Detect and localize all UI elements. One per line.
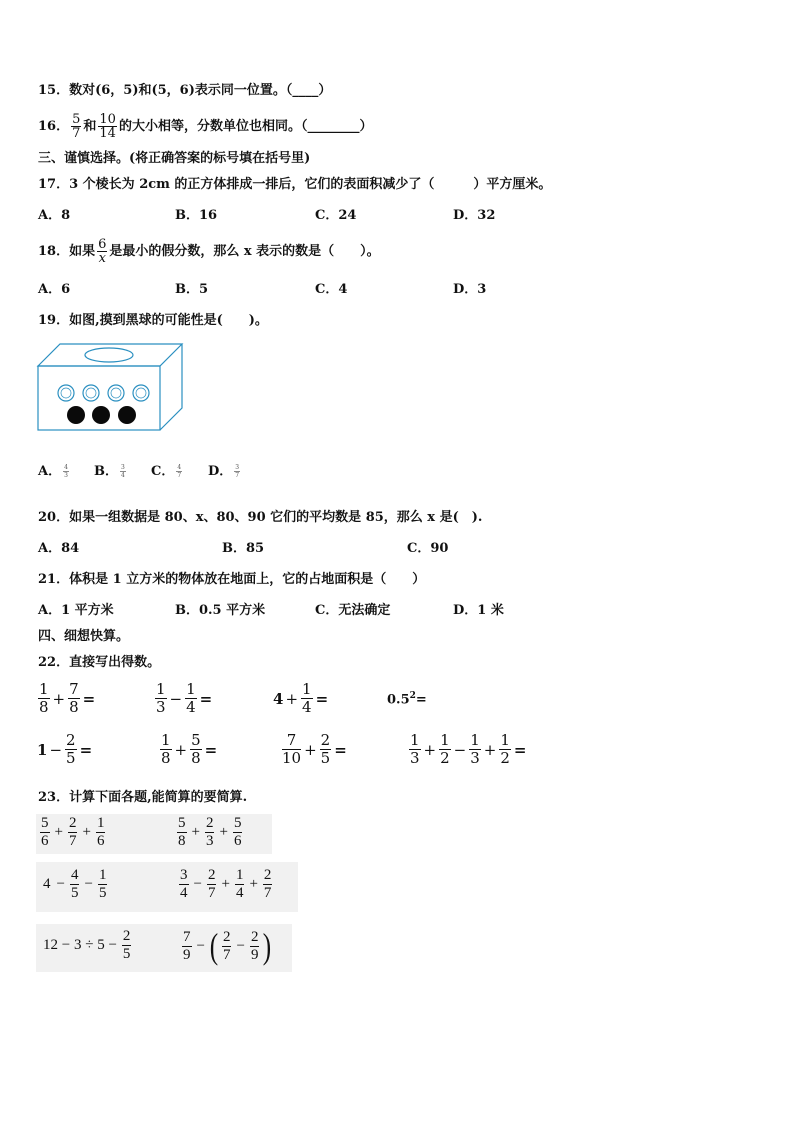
black-balls [67,406,136,424]
q18-option-b[interactable]: B．5 [175,282,209,297]
question-15 [38,83,331,99]
question-20: 20．如果一组数据是 80、x、80、90 它们的平均数是 85，那么 x 是( ). [38,510,483,525]
q17-option-b[interactable]: B．16 [175,208,218,223]
q16-fraction-2: $\frac{10}{14}$ [99,112,116,141]
white-ball [133,385,149,401]
q22-expr-8: $\frac{1}{3}$ + $\frac{1}{2}$ − $\frac{1}{3}$ + $\frac{1}{2}$ = [410,731,527,767]
q22-expr-3: 4 + $\frac{1}{4}$ = [273,680,329,716]
section-3-heading: 三、谨慎选择。(将正确答案的标号填在括号里) [38,151,311,166]
white-balls [58,385,149,401]
question-21: 21．体积是 1 立方米的物体放在地面上，它的占地面积是（ ） [38,572,426,587]
q17-option-a[interactable]: A．8 [38,208,71,223]
q18-suffix: 是最小的假分数，那么 x 表示的数是（ ）。 [109,244,380,259]
black-ball [92,406,110,424]
q18-option-a[interactable]: A．6 [38,282,71,297]
q18-option-c[interactable]: C．4 [315,282,348,297]
q21-option-a[interactable]: A．1 平方米 [38,603,114,618]
q23-calc-2: $\frac{5}{8}$ + $\frac{2}{3}$ + $\frac{5}{6}$ [178,815,242,849]
q23-calc-3: 4 − $\frac{4}{5}$ − $\frac{1}{5}$ [43,867,107,901]
q15-text: 15．数对(6，5)和(5，6)表示同一位置。（____） [38,83,332,98]
q19-option-a[interactable]: A． $\frac{4}{3}$ [38,464,68,479]
q19-option-c[interactable]: C． $\frac{4}{7}$ [151,464,182,479]
q22-expr-2: $\frac{1}{3}$ − $\frac{1}{4}$ = [156,680,213,716]
q22-expr-4: $0.5^2=$ [387,691,427,708]
q17-option-d[interactable]: D．32 [453,208,496,223]
q23-calc-4: $\frac{3}{4}$ − $\frac{2}{7}$ + $\frac{1}{4}$ + $\frac{2}{7}$ [180,867,272,901]
question-16 [38,112,372,142]
q17-option-c[interactable]: C．24 [315,208,357,223]
q20-option-c[interactable]: C．90 [407,541,449,556]
q19-option-d[interactable]: D． $\frac{3}{7}$ [208,464,240,479]
q22-expr-5: 1 − $\frac{2}{5}$ = [37,731,93,767]
question-18 [38,232,380,272]
question-23: 23．计算下面各题,能简算的要简算. [38,790,248,805]
q22-expr-6: $\frac{1}{8}$ + $\frac{5}{8}$ = [161,731,218,767]
q22-expr-1: $\frac{1}{8}$ + $\frac{7}{8}$ = [39,680,96,716]
q16-fraction-1: $\frac{5}{7}$ [72,112,81,141]
q23-calc-6: $\frac{7}{9}$ − ( $\frac{2}{7}$ − $\frac{2}{9}$ ) [183,926,272,966]
ball-box-figure [36,342,186,434]
q20-option-b[interactable]: B．85 [222,541,265,556]
white-ball [108,385,124,401]
q18-option-d[interactable]: D．3 [453,282,487,297]
question-19: 19．如图,摸到黑球的可能性是( )。 [38,313,268,328]
section-4-heading: 四、细想快算。 [38,629,130,644]
black-ball [67,406,85,424]
q23-calc-1: $\frac{5}{6}$ + $\frac{2}{7}$ + $\frac{1}{6}$ [41,815,105,849]
question-17: 17．3 个棱长为 2cm 的正方体排成一排后，它们的表面积减少了（ ）平方厘米。 [38,177,552,192]
q22-expr-7: $\frac{7}{10}$ + $\frac{2}{5}$ = [282,731,347,767]
q18-prefix: 18．如果 [38,244,96,259]
q20-option-a[interactable]: A．84 [38,541,80,556]
white-ball [58,385,74,401]
q16-suffix: 的大小相等，分数单位也相同。（________） [118,119,373,134]
white-ball [83,385,99,401]
q18-fraction: $\frac{6}{x}$ [98,237,107,266]
q16-mid: 和 [83,119,97,134]
q21-option-d[interactable]: D．1 米 [453,603,504,618]
black-ball [118,406,136,424]
q21-option-b[interactable]: B．0.5 平方米 [175,603,266,618]
q21-option-c[interactable]: C．无法确定 [315,603,391,618]
q19-option-b[interactable]: B． $\frac{3}{4}$ [94,464,125,479]
question-22: 22．直接写出得数。 [38,655,161,670]
q23-calc-5: 12 − 3 ÷ 5 − $\frac{2}{5}$ [43,928,131,962]
q16-prefix: 16． [38,119,70,134]
